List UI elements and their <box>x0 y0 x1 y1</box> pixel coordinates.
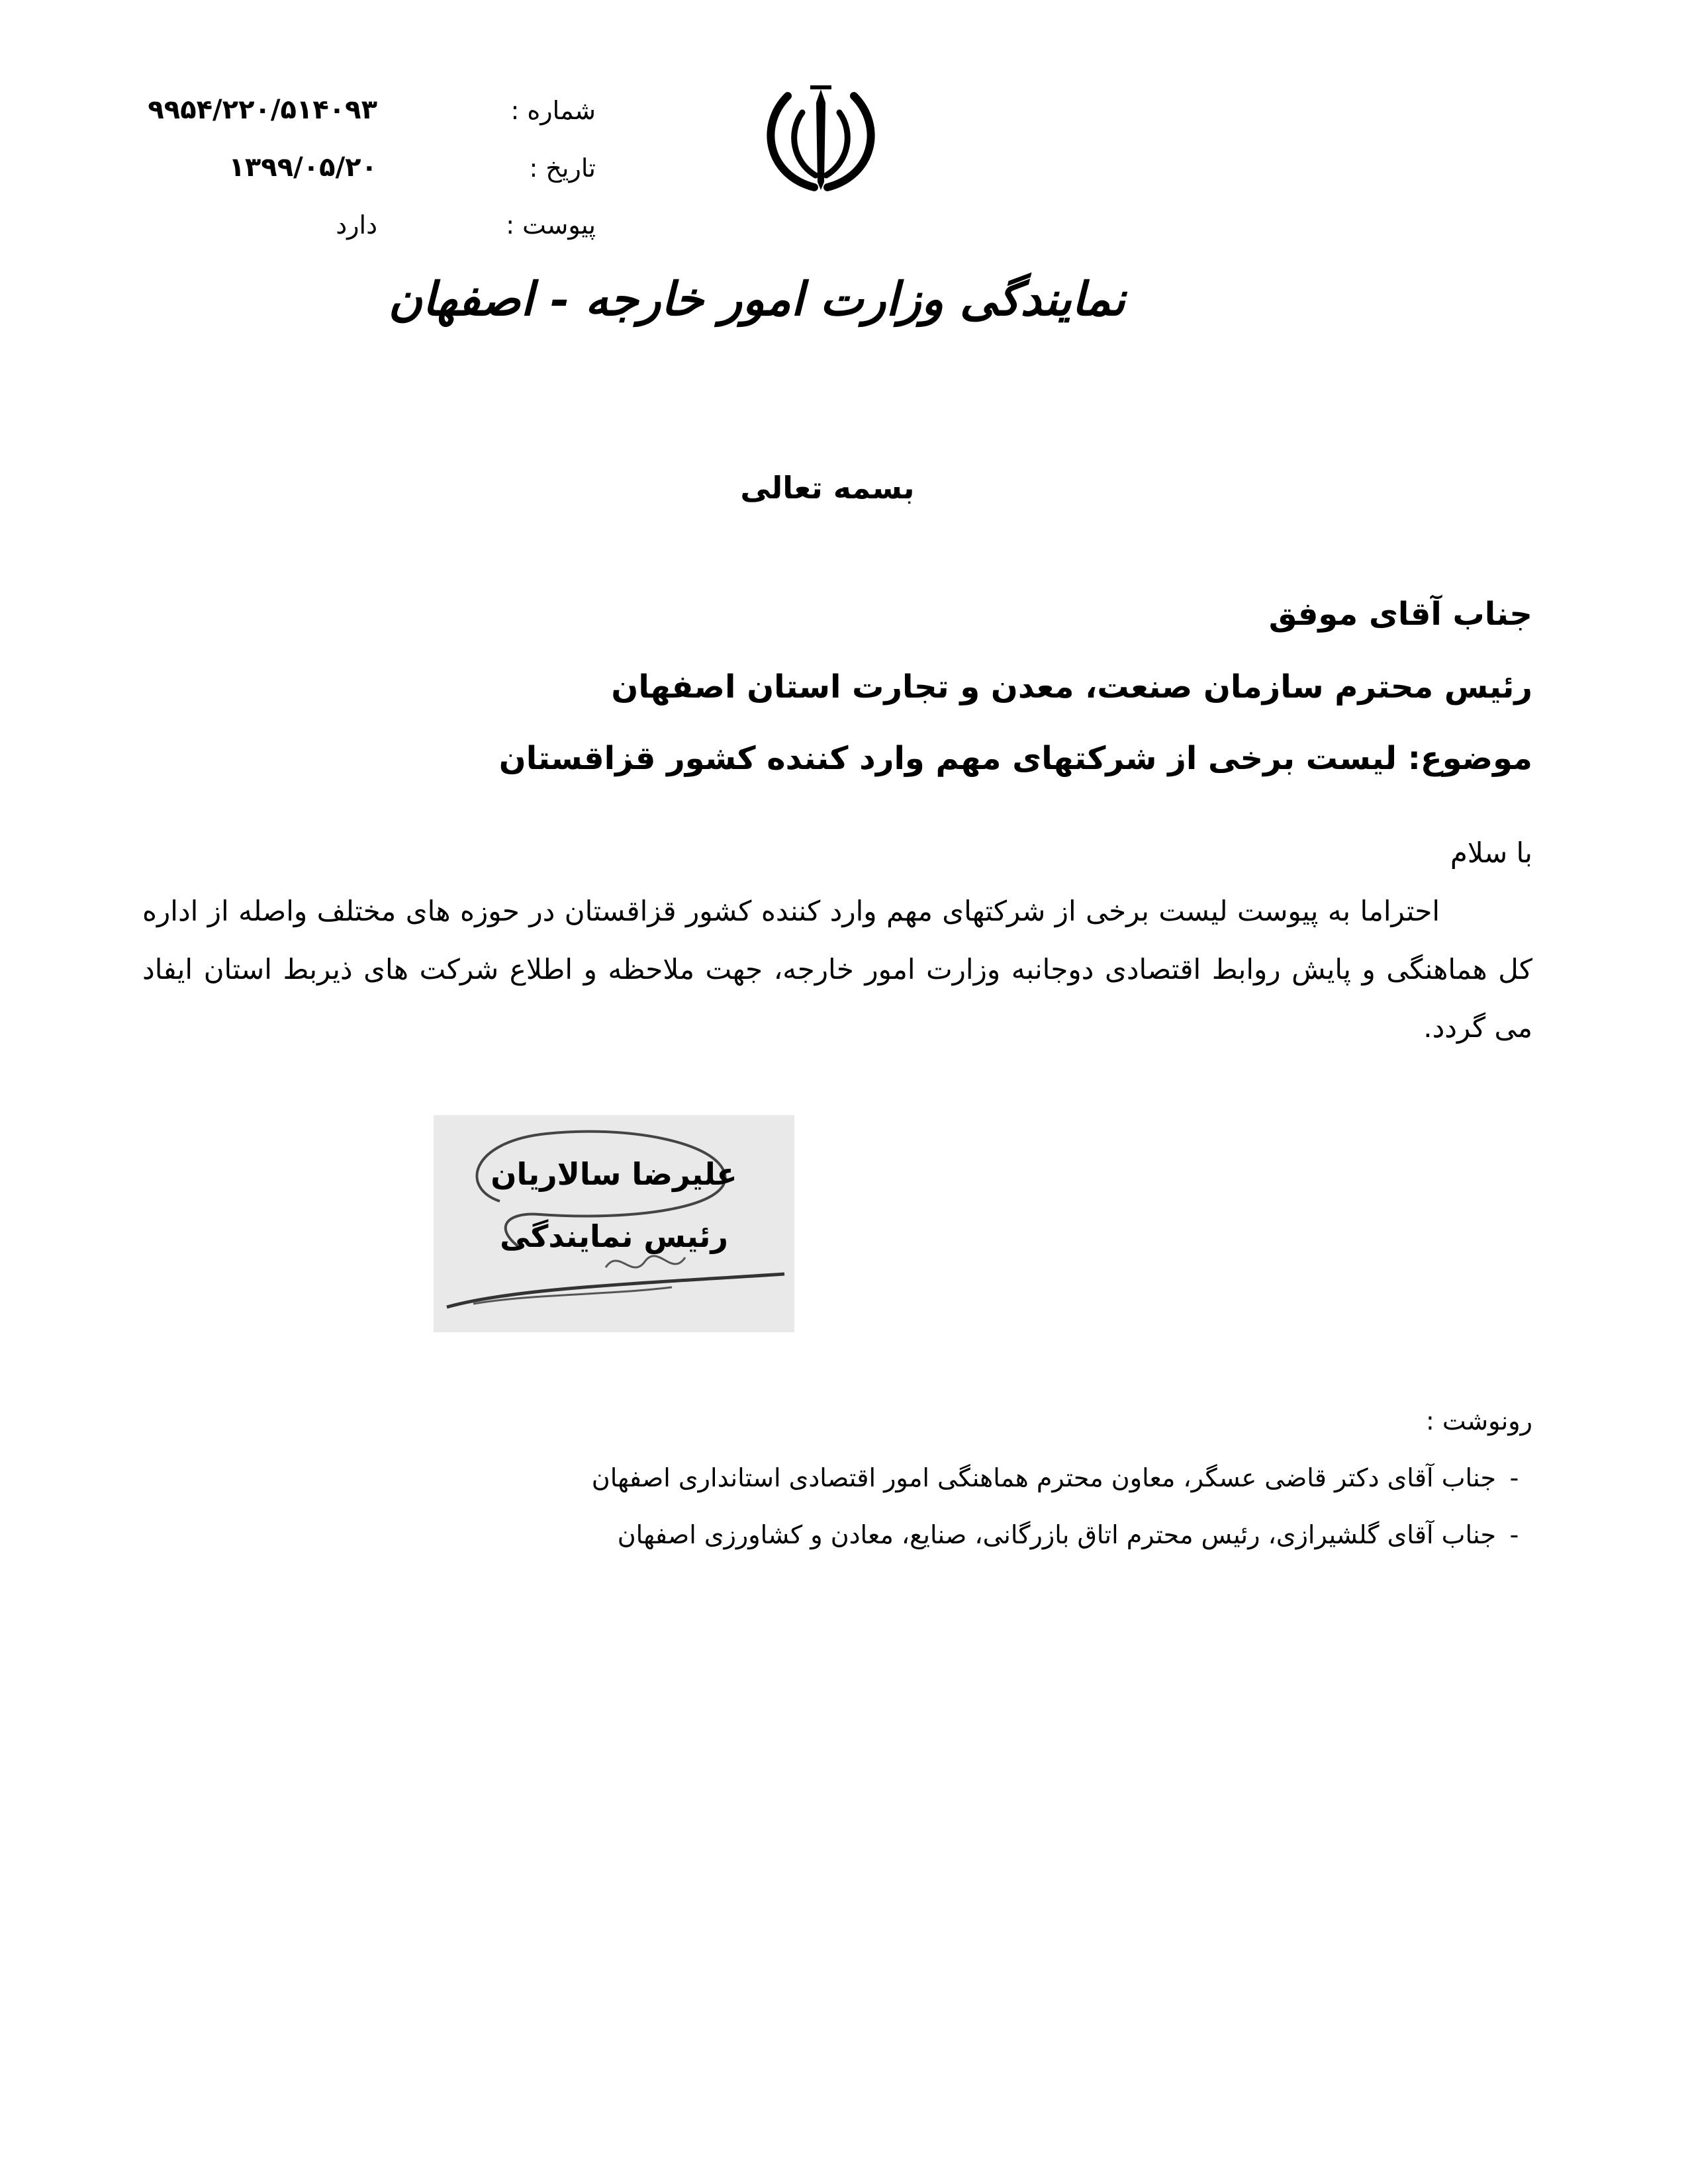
addressee-title: رئیس محترم سازمان صنعت، معدن و تجارت استان اصفهان <box>611 668 1532 705</box>
attachment-label: پیوست : <box>506 210 596 240</box>
cc-item-text: جناب آقای دکتر قاضی عسگر، معاون محترم هماهنگی امور اقتصادی استانداری اصفهان <box>591 1463 1496 1492</box>
subject: موضوع: لیست برخی از شرکتهای مهم وارد کننده کشور قزاقستان <box>498 740 1532 777</box>
number-value: ۹۹۵۴/۲۲۰/۵۱۴۰۹۳ <box>148 95 377 125</box>
ministry-title: نمایندگی وزارت امور خارجه - اصفهان <box>388 271 1125 326</box>
cc-bullet: - <box>1509 1463 1519 1492</box>
basmala: بسمه تعالی <box>740 470 915 506</box>
cc-item <box>275 1506 1532 1563</box>
signer-title: رئیس نمایندگی <box>500 1218 728 1254</box>
greeting: با سلام <box>1450 837 1532 869</box>
signature-stamp <box>434 1115 794 1332</box>
letter-body <box>142 824 1532 1057</box>
signer-name: علیرضا سالاریان <box>491 1156 737 1192</box>
cc-item-text: جناب آقای گلشیرازی، رئیس محترم اتاق بازرگانی، صنایع، معادن و کشاورزی اصفهان <box>617 1520 1496 1549</box>
cc-item <box>275 1449 1532 1506</box>
cc-bullet: - <box>1509 1520 1519 1549</box>
cc-label: رونوشت : <box>1426 1406 1532 1435</box>
date-label: تاریخ : <box>529 154 596 183</box>
iran-emblem-icon <box>761 76 880 195</box>
number-label: شماره : <box>510 96 596 125</box>
attachment-value: دارد <box>336 210 377 240</box>
addressee: جناب آقای موفق <box>1268 596 1532 633</box>
cc-list <box>275 1449 1532 1563</box>
body-paragraph: احتراما به پیوست لیست برخی از شرکتهای مهم وارد کننده کشور قزاقستان در حوزه های مختلف واصله از اداره کل هماهنگی و پایش روابط اقتصادی دوجانبه وزارت امور خارجه، جهت ملاحظه و اطلاع شرکت های ذیربط استان ایفاد می گردد. <box>142 895 1532 1044</box>
date-value: ۱۳۹۹/۰۵/۲۰ <box>228 152 377 183</box>
